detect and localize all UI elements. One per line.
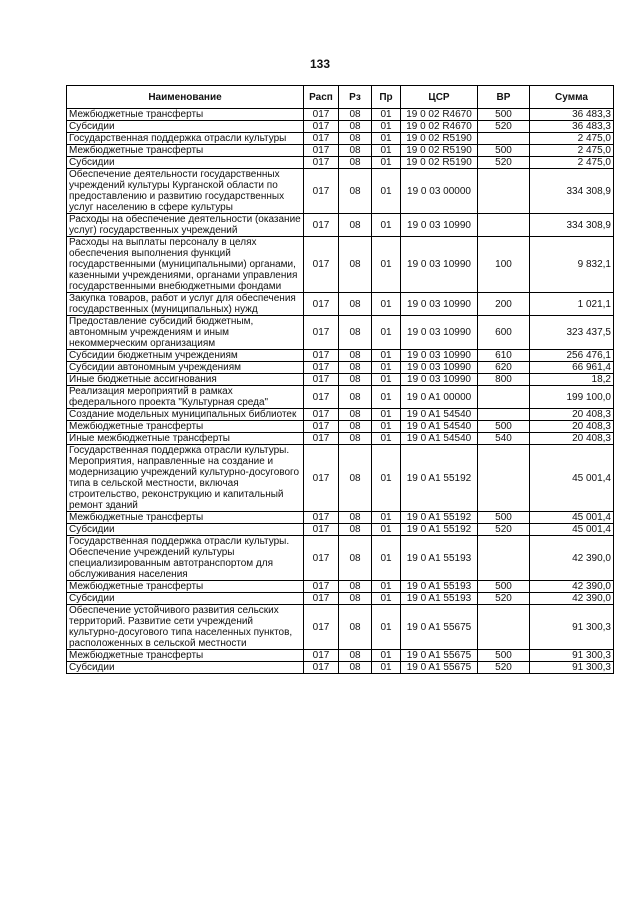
row-rz-cell: 08 (339, 662, 372, 674)
table-row (67, 350, 614, 362)
row-rasp-cell: 017 (304, 350, 339, 362)
row-vr-cell: 520 (478, 524, 530, 536)
row-pr-cell: 01 (372, 362, 401, 374)
row-rz-cell: 08 (339, 524, 372, 536)
row-name-cell: Субсидии бюджетным учреждениям (67, 350, 304, 362)
row-vr-cell (478, 214, 530, 237)
row-rasp-cell: 017 (304, 133, 339, 145)
row-vr-cell: 500 (478, 581, 530, 593)
row-sum-cell: 91 300,3 (530, 662, 614, 674)
row-pr-cell: 01 (372, 350, 401, 362)
row-vr-cell: 500 (478, 421, 530, 433)
row-pr-cell: 01 (372, 237, 401, 293)
row-pr-cell: 01 (372, 214, 401, 237)
row-pr-cell: 01 (372, 421, 401, 433)
row-csr-cell: 19 0 A1 55675 (401, 605, 478, 650)
row-pr-cell: 01 (372, 581, 401, 593)
row-sum-cell: 20 408,3 (530, 421, 614, 433)
row-vr-cell: 620 (478, 362, 530, 374)
row-sum-cell: 334 308,9 (530, 214, 614, 237)
table-row (67, 650, 614, 662)
row-vr-cell (478, 445, 530, 512)
row-sum-cell: 36 483,3 (530, 109, 614, 121)
row-vr-cell: 800 (478, 374, 530, 386)
table-body (67, 109, 614, 674)
table-row (67, 145, 614, 157)
row-pr-cell: 01 (372, 650, 401, 662)
row-sum-cell: 20 408,3 (530, 409, 614, 421)
row-csr-cell: 19 0 A1 55192 (401, 524, 478, 536)
row-rasp-cell: 017 (304, 524, 339, 536)
row-rz-cell: 08 (339, 445, 372, 512)
row-pr-cell: 01 (372, 169, 401, 214)
row-pr-cell: 01 (372, 662, 401, 674)
row-name-cell: Субсидии (67, 662, 304, 674)
row-vr-cell (478, 169, 530, 214)
row-rasp-cell: 017 (304, 316, 339, 350)
row-rz-cell: 08 (339, 145, 372, 157)
row-sum-cell: 334 308,9 (530, 169, 614, 214)
row-name-cell: Государственная поддержка отрасли культуры (67, 133, 304, 145)
row-name-cell: Предоставление субсидий бюджетным, автономным учреждениям и иным некоммерческим организациям (67, 316, 304, 350)
table-row (67, 169, 614, 214)
row-csr-cell: 19 0 03 10990 (401, 214, 478, 237)
row-rz-cell: 08 (339, 433, 372, 445)
row-csr-cell: 19 0 A1 55192 (401, 445, 478, 512)
row-pr-cell: 01 (372, 374, 401, 386)
header-pr: Пр (372, 86, 401, 109)
row-csr-cell: 19 0 A1 55192 (401, 512, 478, 524)
row-rz-cell: 08 (339, 157, 372, 169)
row-rasp-cell: 017 (304, 536, 339, 581)
row-csr-cell: 19 0 03 10990 (401, 293, 478, 316)
row-rz-cell: 08 (339, 386, 372, 409)
row-rasp-cell: 017 (304, 374, 339, 386)
row-vr-cell: 500 (478, 512, 530, 524)
row-pr-cell: 01 (372, 121, 401, 133)
row-pr-cell: 01 (372, 109, 401, 121)
row-sum-cell: 45 001,4 (530, 512, 614, 524)
row-csr-cell: 19 0 03 10990 (401, 350, 478, 362)
row-name-cell: Закупка товаров, работ и услуг для обеспечения государственных (муниципальных) нужд (67, 293, 304, 316)
row-sum-cell: 2 475,0 (530, 157, 614, 169)
row-sum-cell: 199 100,0 (530, 386, 614, 409)
row-rasp-cell: 017 (304, 214, 339, 237)
row-rz-cell: 08 (339, 581, 372, 593)
table-row (67, 581, 614, 593)
row-rz-cell: 08 (339, 593, 372, 605)
row-rz-cell: 08 (339, 409, 372, 421)
row-rasp-cell: 017 (304, 169, 339, 214)
row-name-cell: Иные межбюджетные трансферты (67, 433, 304, 445)
row-name-cell: Реализация мероприятий в рамках федерального проекта "Культурная среда" (67, 386, 304, 409)
row-rz-cell: 08 (339, 293, 372, 316)
table-row (67, 237, 614, 293)
row-rasp-cell: 017 (304, 409, 339, 421)
row-rz-cell: 08 (339, 650, 372, 662)
row-vr-cell: 100 (478, 237, 530, 293)
header-name: Наименование (67, 86, 304, 109)
row-vr-cell: 520 (478, 121, 530, 133)
row-sum-cell: 20 408,3 (530, 433, 614, 445)
row-name-cell: Обеспечение деятельности государственных учреждений культуры Курганской области по предоставлению и развитию государственных услуг населению в сфере культуры (67, 169, 304, 214)
row-vr-cell: 520 (478, 662, 530, 674)
row-csr-cell: 19 0 A1 54540 (401, 421, 478, 433)
row-csr-cell: 19 0 02 R5190 (401, 145, 478, 157)
row-name-cell: Расходы на выплаты персоналу в целях обеспечения выполнения функций государственными (муниципальными) органами, казенными учреждениями, органами управления государственными внебюджетными фондами (67, 237, 304, 293)
row-pr-cell: 01 (372, 133, 401, 145)
row-pr-cell: 01 (372, 157, 401, 169)
row-csr-cell: 19 0 02 R4670 (401, 121, 478, 133)
row-pr-cell: 01 (372, 524, 401, 536)
row-name-cell: Межбюджетные трансферты (67, 512, 304, 524)
table-row (67, 374, 614, 386)
row-vr-cell (478, 409, 530, 421)
table-row (67, 109, 614, 121)
row-csr-cell: 19 0 A1 54540 (401, 433, 478, 445)
row-sum-cell: 9 832,1 (530, 237, 614, 293)
row-vr-cell: 200 (478, 293, 530, 316)
row-csr-cell: 19 0 A1 55193 (401, 581, 478, 593)
row-sum-cell: 256 476,1 (530, 350, 614, 362)
row-sum-cell: 2 475,0 (530, 133, 614, 145)
row-csr-cell: 19 0 A1 55675 (401, 650, 478, 662)
row-rasp-cell: 017 (304, 293, 339, 316)
row-rasp-cell: 017 (304, 581, 339, 593)
table-header-row (67, 86, 614, 109)
row-rasp-cell: 017 (304, 593, 339, 605)
row-rasp-cell: 017 (304, 662, 339, 674)
row-rasp-cell: 017 (304, 121, 339, 133)
header-sum: Сумма (530, 86, 614, 109)
row-sum-cell: 323 437,5 (530, 316, 614, 350)
row-sum-cell: 45 001,4 (530, 445, 614, 512)
row-vr-cell (478, 605, 530, 650)
row-name-cell: Государственная поддержка отрасли культуры. Мероприятия, направленные на создание и модернизацию учреждений культурно-досугового типа в сельской местности, включая строительство, реконструкцию и капитальный ремонт зданий (67, 445, 304, 512)
table-row (67, 293, 614, 316)
row-rz-cell: 08 (339, 536, 372, 581)
row-csr-cell: 19 0 A1 00000 (401, 386, 478, 409)
row-rasp-cell: 017 (304, 362, 339, 374)
row-csr-cell: 19 0 A1 55193 (401, 536, 478, 581)
row-sum-cell: 18,2 (530, 374, 614, 386)
table-row (67, 157, 614, 169)
row-pr-cell: 01 (372, 445, 401, 512)
table-row (67, 409, 614, 421)
row-pr-cell: 01 (372, 593, 401, 605)
header-rz: Рз (339, 86, 372, 109)
row-rz-cell: 08 (339, 109, 372, 121)
table-row (67, 121, 614, 133)
row-csr-cell: 19 0 A1 55675 (401, 662, 478, 674)
row-name-cell: Расходы на обеспечение деятельности (оказание услуг) государственных учреждений (67, 214, 304, 237)
row-pr-cell: 01 (372, 145, 401, 157)
row-name-cell: Субсидии (67, 157, 304, 169)
row-pr-cell: 01 (372, 386, 401, 409)
row-rz-cell: 08 (339, 374, 372, 386)
row-rz-cell: 08 (339, 316, 372, 350)
row-pr-cell: 01 (372, 409, 401, 421)
row-csr-cell: 19 0 03 10990 (401, 316, 478, 350)
table-row (67, 421, 614, 433)
row-name-cell: Иные бюджетные ассигнования (67, 374, 304, 386)
row-name-cell: Межбюджетные трансферты (67, 145, 304, 157)
table-row (67, 433, 614, 445)
table-row (67, 593, 614, 605)
header-vr: ВР (478, 86, 530, 109)
row-csr-cell: 19 0 A1 54540 (401, 409, 478, 421)
row-vr-cell (478, 386, 530, 409)
header-rasp: Расп (304, 86, 339, 109)
header-csr: ЦСР (401, 86, 478, 109)
row-rz-cell: 08 (339, 237, 372, 293)
row-name-cell: Межбюджетные трансферты (67, 421, 304, 433)
row-rz-cell: 08 (339, 605, 372, 650)
budget-table (66, 85, 614, 674)
row-rz-cell: 08 (339, 214, 372, 237)
row-rz-cell: 08 (339, 121, 372, 133)
row-rasp-cell: 017 (304, 237, 339, 293)
row-vr-cell: 520 (478, 157, 530, 169)
row-pr-cell: 01 (372, 605, 401, 650)
row-vr-cell (478, 133, 530, 145)
page-number: 133 (309, 57, 331, 71)
row-vr-cell: 600 (478, 316, 530, 350)
row-csr-cell: 19 0 03 10990 (401, 237, 478, 293)
row-rz-cell: 08 (339, 362, 372, 374)
row-sum-cell: 2 475,0 (530, 145, 614, 157)
row-vr-cell: 500 (478, 145, 530, 157)
row-rasp-cell: 017 (304, 605, 339, 650)
row-csr-cell: 19 0 02 R5190 (401, 133, 478, 145)
row-name-cell: Субсидии (67, 121, 304, 133)
row-csr-cell: 19 0 03 10990 (401, 362, 478, 374)
table-row (67, 605, 614, 650)
row-csr-cell: 19 0 02 R5190 (401, 157, 478, 169)
table-row (67, 316, 614, 350)
table-row (67, 214, 614, 237)
row-sum-cell: 66 961,4 (530, 362, 614, 374)
row-pr-cell: 01 (372, 316, 401, 350)
row-sum-cell: 42 390,0 (530, 581, 614, 593)
row-rz-cell: 08 (339, 421, 372, 433)
table-row (67, 536, 614, 581)
row-vr-cell: 610 (478, 350, 530, 362)
row-name-cell: Обеспечение устойчивого развития сельских территорий. Развитие сети учреждений культурно-досугового типа населенных пунктов, расположенных в сельской местности (67, 605, 304, 650)
row-sum-cell: 91 300,3 (530, 605, 614, 650)
row-sum-cell: 42 390,0 (530, 536, 614, 581)
row-vr-cell (478, 536, 530, 581)
row-rz-cell: 08 (339, 169, 372, 214)
row-csr-cell: 19 0 A1 55193 (401, 593, 478, 605)
row-rz-cell: 08 (339, 133, 372, 145)
row-csr-cell: 19 0 02 R4670 (401, 109, 478, 121)
table-row (67, 512, 614, 524)
row-rasp-cell: 017 (304, 157, 339, 169)
row-rz-cell: 08 (339, 512, 372, 524)
row-name-cell: Государственная поддержка отрасли культуры. Обеспечение учреждений культуры специализированным автотранспортом для обслуживания населения (67, 536, 304, 581)
table-row (67, 133, 614, 145)
row-vr-cell: 500 (478, 650, 530, 662)
row-csr-cell: 19 0 03 10990 (401, 374, 478, 386)
row-rasp-cell: 017 (304, 433, 339, 445)
row-rz-cell: 08 (339, 350, 372, 362)
row-sum-cell: 42 390,0 (530, 593, 614, 605)
table-row (67, 386, 614, 409)
table-row (67, 524, 614, 536)
table-row (67, 362, 614, 374)
row-rasp-cell: 017 (304, 386, 339, 409)
row-pr-cell: 01 (372, 512, 401, 524)
row-name-cell: Межбюджетные трансферты (67, 650, 304, 662)
row-rasp-cell: 017 (304, 109, 339, 121)
row-name-cell: Субсидии (67, 593, 304, 605)
row-vr-cell: 500 (478, 109, 530, 121)
table-row (67, 662, 614, 674)
row-pr-cell: 01 (372, 536, 401, 581)
row-sum-cell: 45 001,4 (530, 524, 614, 536)
row-sum-cell: 36 483,3 (530, 121, 614, 133)
row-name-cell: Межбюджетные трансферты (67, 581, 304, 593)
row-pr-cell: 01 (372, 433, 401, 445)
table-row (67, 445, 614, 512)
row-rasp-cell: 017 (304, 512, 339, 524)
row-name-cell: Создание модельных муниципальных библиотек (67, 409, 304, 421)
row-vr-cell: 520 (478, 593, 530, 605)
row-rasp-cell: 017 (304, 145, 339, 157)
row-rasp-cell: 017 (304, 650, 339, 662)
row-rasp-cell: 017 (304, 445, 339, 512)
row-name-cell: Субсидии (67, 524, 304, 536)
row-vr-cell: 540 (478, 433, 530, 445)
row-sum-cell: 1 021,1 (530, 293, 614, 316)
row-rasp-cell: 017 (304, 421, 339, 433)
row-sum-cell: 91 300,3 (530, 650, 614, 662)
row-csr-cell: 19 0 03 00000 (401, 169, 478, 214)
row-pr-cell: 01 (372, 293, 401, 316)
row-name-cell: Субсидии автономным учреждениям (67, 362, 304, 374)
row-name-cell: Межбюджетные трансферты (67, 109, 304, 121)
